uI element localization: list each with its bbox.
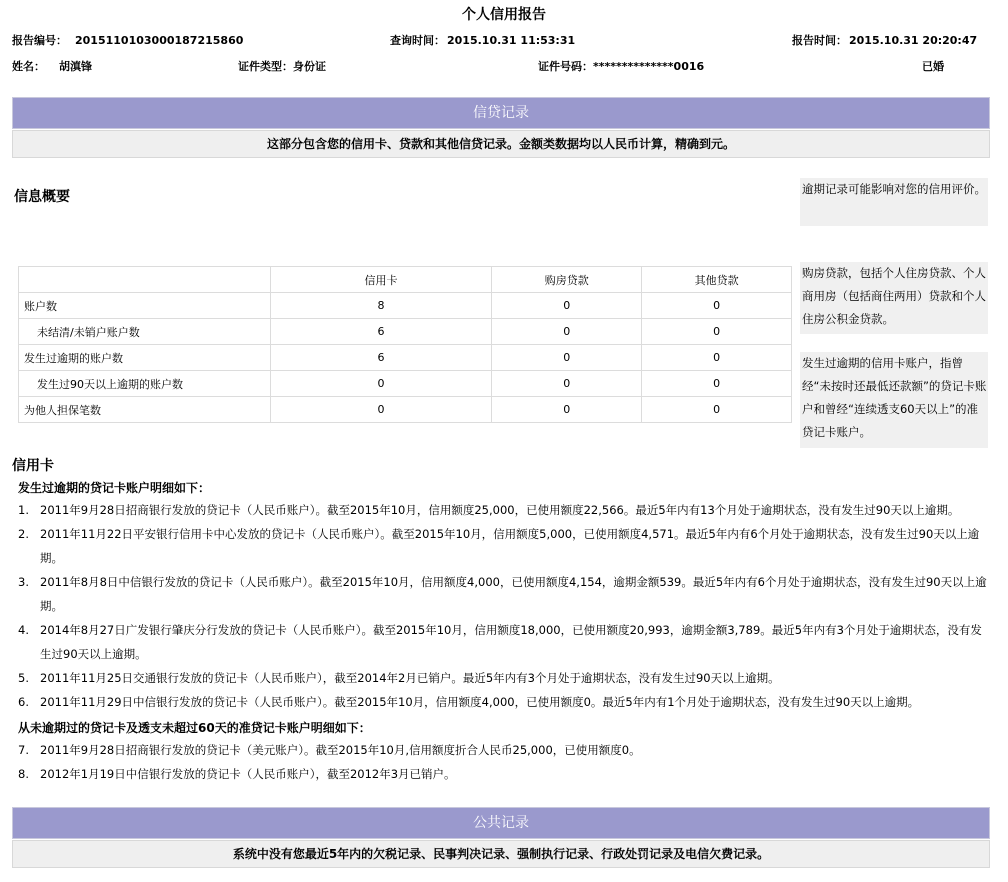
table-row [19, 319, 792, 345]
id-type-label: 证件类型： [238, 60, 293, 73]
list-item [18, 666, 990, 690]
report-time [792, 32, 977, 48]
id-type-value: 身份证 [293, 60, 326, 73]
cell-value: 0 [642, 345, 792, 371]
cell-value: 8 [270, 293, 492, 319]
list-item-text: 2011年11月29日中信银行发放的贷记卡（人民币账户）。截至2015年10月，信用额度4,000，已使用额度0。最近5年内有1个月处于逾期状态，没有发生过90天以上逾期。 [40, 695, 920, 709]
public-record-banner: 公共记录 [12, 807, 990, 839]
list-item-number: 1. [18, 503, 29, 517]
credit-record-banner: 信贷记录 [12, 97, 990, 129]
cell-value: 0 [270, 397, 492, 423]
list-item [18, 738, 990, 762]
cell-value: 0 [642, 371, 792, 397]
cell-value: 0 [642, 397, 792, 423]
list-item-text: 2011年11月25日交通银行发放的贷记卡（人民币账户），截至2014年2月已销户。最近5年内有3个月处于逾期状态，没有发生过90天以上逾期。 [40, 671, 780, 685]
cell-value: 0 [642, 319, 792, 345]
list-item-text: 2014年8月27日广发银行肇庆分行发放的贷记卡（人民币账户）。截至2015年10月，信用额度18,000，已使用额度20,993，逾期金额3,789。最近5年内有3个月处于逾期状态，没有发生过90天以上逾期。 [40, 623, 982, 661]
cell-value: 6 [270, 319, 492, 345]
table-header-row [19, 267, 792, 293]
marital-status: 已婚 [922, 60, 944, 73]
table-row [19, 345, 792, 371]
id-number-label: 证件号码： [538, 60, 593, 73]
overview-title: 信息概要 [14, 189, 70, 205]
id-number-value: **************0016 [593, 60, 705, 73]
cell-value: 6 [270, 345, 492, 371]
table-row [19, 397, 792, 423]
cell-value: 0 [492, 293, 642, 319]
list-item [18, 690, 990, 714]
query-time-value: 2015.10.31 11:53:31 [447, 34, 576, 47]
table-header-blank [19, 267, 271, 293]
report-number-label: 报告编号： [12, 34, 67, 47]
overdue-accounts-heading: 发生过逾期的贷记卡账户明细如下： [18, 481, 211, 495]
report-time-label: 报告时间： [792, 34, 847, 47]
cell-value: 0 [492, 371, 642, 397]
row-label: 为他人担保笔数 [19, 397, 271, 423]
list-item-number: 7. [18, 743, 29, 757]
list-item-number: 5. [18, 671, 29, 685]
report-number [12, 32, 243, 48]
list-item-number: 2. [18, 527, 29, 541]
list-item [18, 762, 990, 786]
list-item-text: 2011年11月22日平安银行信用卡中心发放的贷记卡（人民币账户）。截至2015年10月，信用额度5,000，已使用额度4,571。最近5年内有6个月处于逾期状态，没有发生过90天以上逾期。 [40, 527, 980, 565]
note-overdue-card: 发生过逾期的信用卡账户，指曾经“未按时还最低还款额”的贷记卡账户和曾经“连续透支60天以上”的准贷记卡账户。 [800, 352, 988, 448]
credit-card-title: 信用卡 [12, 458, 54, 474]
id-type [238, 58, 326, 74]
list-item [18, 498, 990, 522]
cell-value: 0 [270, 371, 492, 397]
report-time-value: 2015.10.31 20:20:47 [849, 34, 978, 47]
list-item-text: 2011年9月28日招商银行发放的贷记卡（人民币账户）。截至2015年10月，信用额度25,000，已使用额度22,566。最近5年内有13个月处于逾期状态，没有发生过90天以上逾期。 [40, 503, 960, 517]
note-housing-loan: 购房贷款，包括个人住房贷款、个人商用房（包括商住两用）贷款和个人住房公积金贷款。 [800, 262, 988, 334]
table-row [19, 293, 792, 319]
row-label: 未结清/未销户账户数 [19, 319, 271, 345]
cell-value: 0 [642, 293, 792, 319]
cell-value: 0 [492, 397, 642, 423]
person-name-label: 姓名： [12, 60, 45, 73]
person-name-value: 胡滇锋 [59, 60, 92, 73]
row-label: 发生过逾期的账户数 [19, 345, 271, 371]
summary-table [18, 266, 792, 423]
public-record-subtitle: 系统中没有您最近5年内的欠税记录、民事判决记录、强制执行记录、行政处罚记录及电信欠费记录。 [12, 840, 990, 868]
credit-record-subtitle: 这部分包含您的信用卡、贷款和其他信贷记录。金额类数据均以人民币计算，精确到元。 [12, 130, 990, 158]
report-number-value: 2015110103000187215860 [75, 34, 244, 47]
table-row [19, 371, 792, 397]
table-header-credit-card: 信用卡 [270, 267, 492, 293]
list-item-number: 3. [18, 575, 29, 589]
report-title: 个人信用报告 [462, 7, 546, 23]
no-overdue-accounts-heading: 从未逾期过的贷记卡及透支未超过60天的准贷记卡账户明细如下： [18, 721, 371, 735]
note-overdue: 逾期记录可能影响对您的信用评价。 [800, 178, 988, 226]
list-item-number: 4. [18, 623, 29, 637]
id-number [538, 58, 704, 74]
row-label: 发生过90天以上逾期的账户数 [19, 371, 271, 397]
list-item-text: 2011年8月8日中信银行发放的贷记卡（人民币账户）。截至2015年10月，信用额度4,000，已使用额度4,154，逾期金额539。最近5年内有6个月处于逾期状态，没有发生过90天以上逾期。 [40, 575, 987, 613]
list-item [18, 618, 990, 666]
cell-value: 0 [492, 345, 642, 371]
query-time-label: 查询时间： [390, 34, 445, 47]
list-item [18, 522, 990, 570]
list-item-text: 2012年1月19日中信银行发放的贷记卡（人民币账户），截至2012年3月已销户。 [40, 767, 456, 781]
list-item-number: 8. [18, 767, 29, 781]
table-header-other-loan: 其他贷款 [642, 267, 792, 293]
cell-value: 0 [492, 319, 642, 345]
list-item [18, 570, 990, 618]
list-item-text: 2011年9月28日招商银行发放的贷记卡（美元账户）。截至2015年10月,信用额度折合人民币25,000，已使用额度0。 [40, 743, 641, 757]
row-label: 账户数 [19, 293, 271, 319]
table-header-housing-loan: 购房贷款 [492, 267, 642, 293]
query-time [390, 32, 575, 48]
person-name [12, 58, 92, 74]
list-item-number: 6. [18, 695, 29, 709]
